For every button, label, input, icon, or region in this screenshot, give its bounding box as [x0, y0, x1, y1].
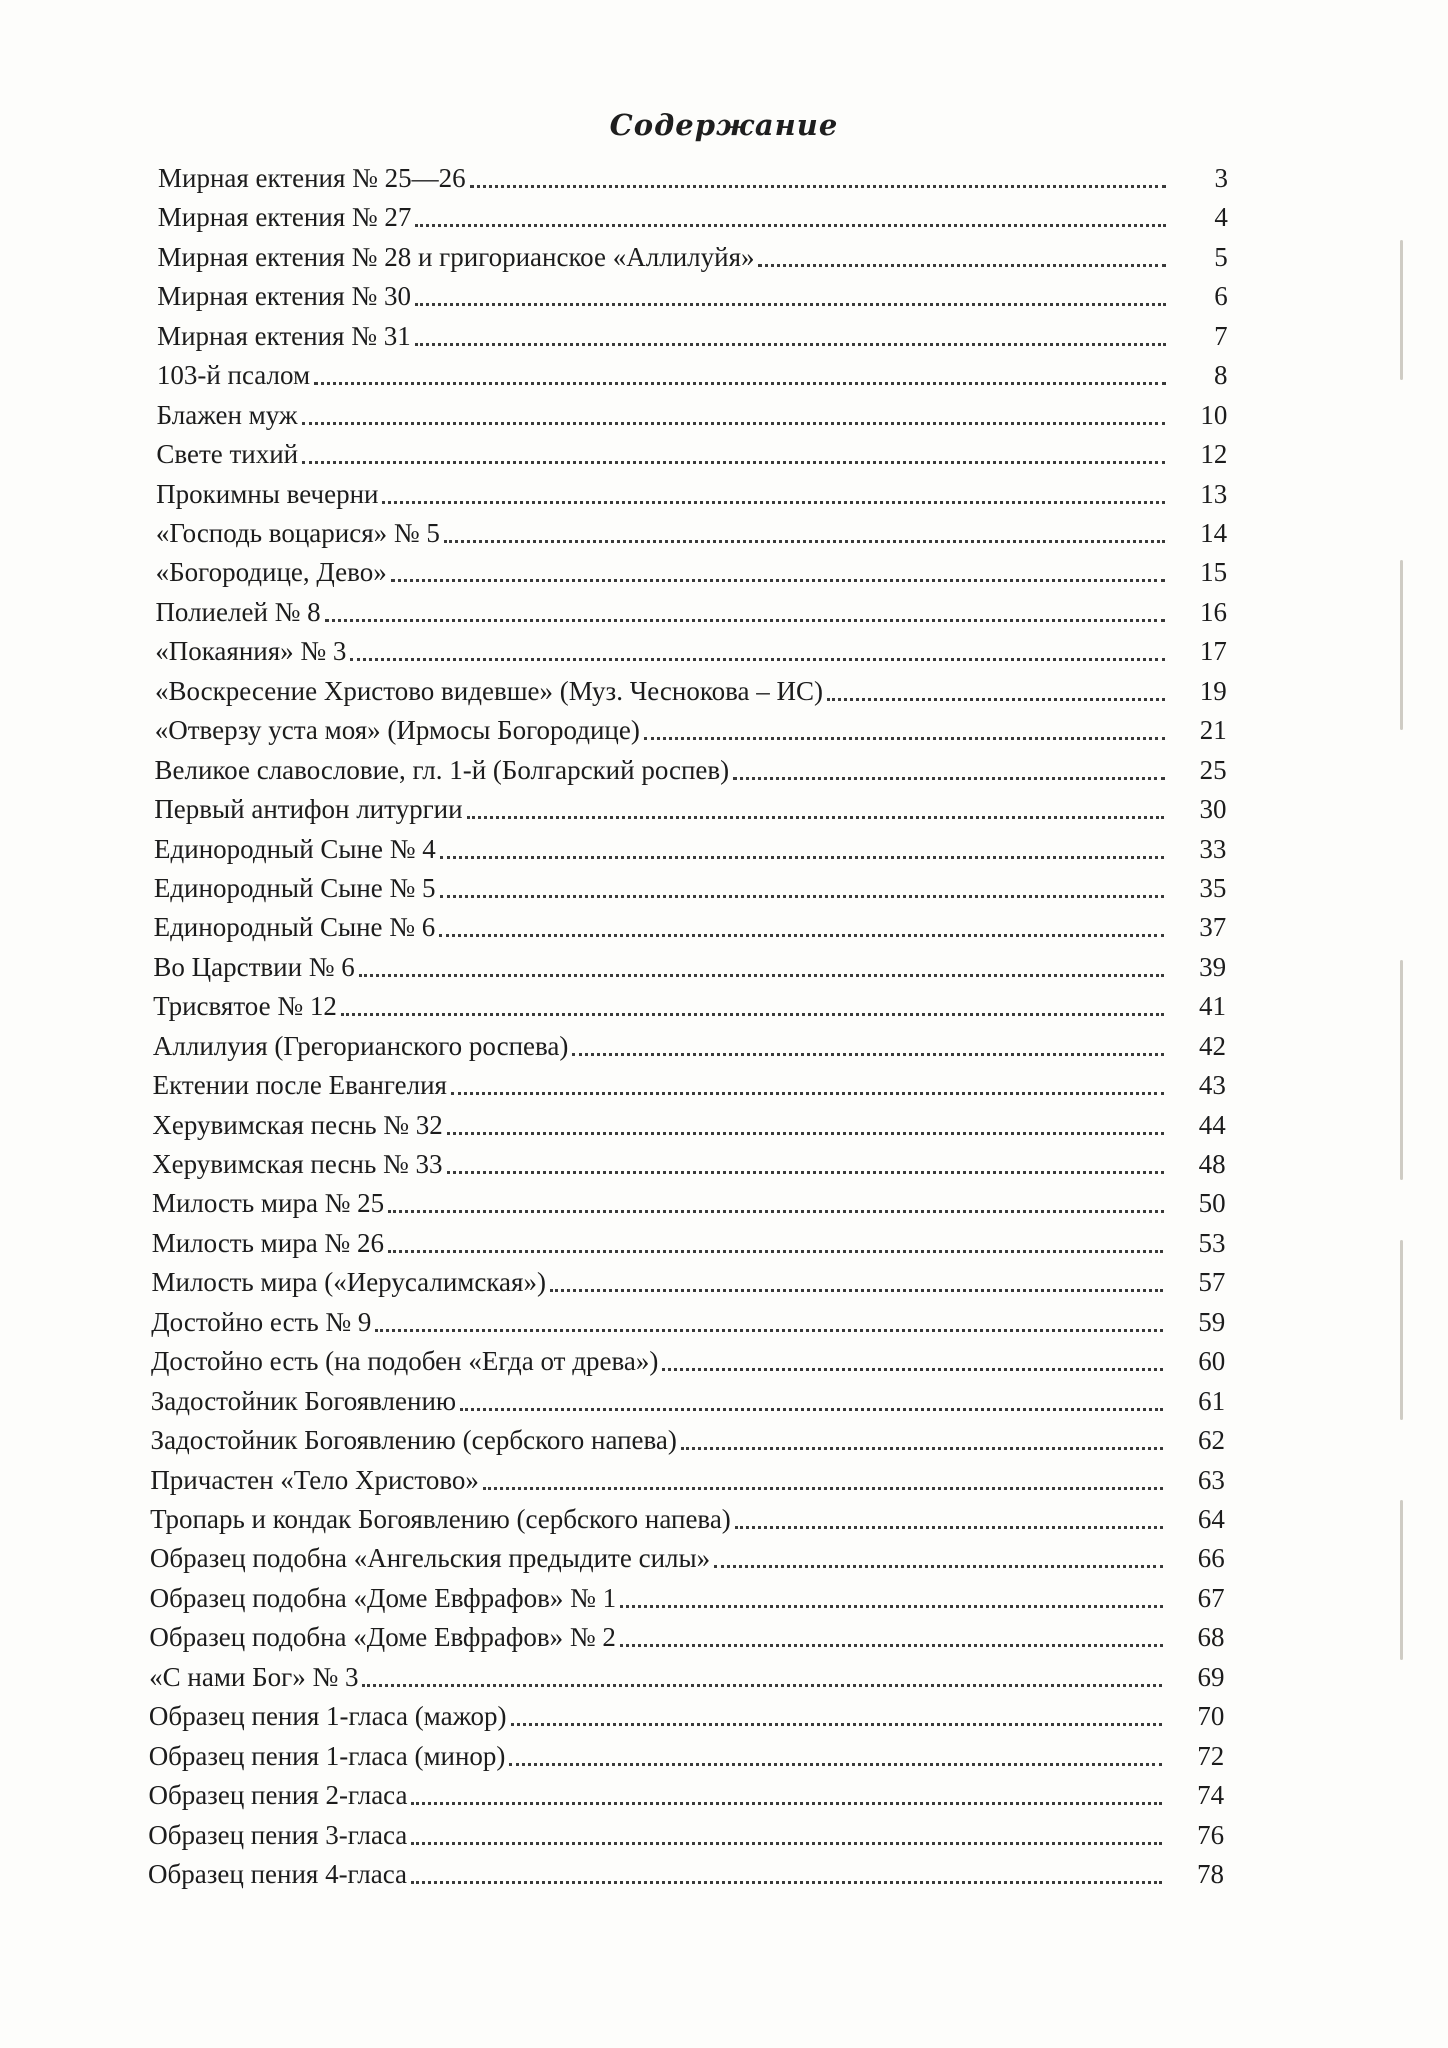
toc-entry	[152, 1107, 1225, 1143]
toc-entry-title: Полиелей № 8	[155, 596, 321, 627]
toc-entry	[148, 1817, 1224, 1853]
toc-entry-page-number: 3	[1214, 163, 1228, 193]
toc-entry	[157, 318, 1228, 354]
toc-entry-title: Единородный Сыне № 5	[153, 872, 436, 903]
toc-entry	[150, 1540, 1225, 1576]
dot-leader	[440, 856, 1165, 859]
toc-entry-page-number: 8	[1214, 360, 1228, 391]
toc-entry-page-number: 78	[1197, 1859, 1224, 1889]
toc-entry-title: Образец пения 2-гласа	[148, 1780, 408, 1811]
dot-leader	[620, 1644, 1163, 1647]
toc-entry	[154, 791, 1226, 827]
toc-entry-title: Образец пения 1-гласа (мажор)	[148, 1701, 507, 1732]
toc-entry-title: Блажен муж	[156, 399, 298, 430]
dot-leader	[388, 1210, 1163, 1213]
toc-entry	[155, 594, 1227, 630]
dot-leader	[827, 698, 1165, 701]
toc-entry-title: Образец пения 1-гласа (минор)	[148, 1740, 506, 1771]
dot-leader	[460, 1408, 1163, 1411]
toc-entry-page-number: 13	[1200, 478, 1228, 509]
toc-entry-page-number: 12	[1200, 439, 1228, 470]
toc-entry-title: Образец подобна «Доме Евфрафов» № 1	[149, 1582, 617, 1613]
toc-entry-title: 103-й псалом	[156, 360, 311, 391]
toc-entry	[152, 1146, 1225, 1182]
toc-entry-page-number: 70	[1197, 1701, 1225, 1732]
toc-entry-page-number: 72	[1197, 1740, 1225, 1771]
toc-entry	[151, 1422, 1225, 1458]
toc-entry	[155, 633, 1227, 669]
toc-entry-page-number: 4	[1214, 202, 1228, 233]
toc-entry	[151, 1343, 1225, 1379]
toc-entry	[157, 357, 1228, 393]
toc-entry-page-number: 61	[1198, 1385, 1226, 1416]
toc-entry-title: Достойно есть (на подобен «Егда от древа»)	[151, 1346, 659, 1377]
toc-entry	[157, 278, 1227, 314]
toc-entry-page-number: 42	[1198, 1030, 1226, 1061]
dot-leader	[620, 1605, 1163, 1608]
toc-entry-page-number: 43	[1198, 1070, 1226, 1101]
toc-entry-page-number: 59	[1198, 1306, 1226, 1337]
toc-entry-title: «Покаяния» № 3	[155, 636, 347, 667]
toc-entry-title: Милость мира № 26	[151, 1227, 384, 1258]
toc-entry-title: Во Царствии № 6	[153, 951, 355, 982]
toc-entry-page-number: 10	[1200, 399, 1228, 430]
dot-leader	[388, 1250, 1164, 1253]
toc-entry-page-number: 60	[1198, 1346, 1226, 1377]
toc-entry-title: Тропарь и кондак Богоявлению (сербского напева)	[150, 1504, 731, 1535]
toc-entry	[154, 870, 1227, 906]
toc-entry-title: Мирная ектения № 31	[157, 320, 411, 351]
dot-leader	[302, 461, 1165, 464]
dot-leader	[572, 1053, 1164, 1056]
dot-leader	[550, 1289, 1163, 1292]
toc-entry-page-number: 5	[1214, 241, 1228, 272]
toc-entry-page-number: 66	[1197, 1543, 1225, 1574]
dot-leader	[411, 1802, 1162, 1805]
toc-entry-title: Свете тихий	[156, 439, 299, 470]
toc-entry-title: Задостойник Богоявлению	[150, 1385, 457, 1416]
toc-entry	[151, 1264, 1225, 1300]
toc-entry-page-number: 74	[1197, 1780, 1225, 1811]
toc-entry	[155, 752, 1227, 788]
dot-leader	[391, 579, 1165, 582]
toc-entry	[153, 1067, 1226, 1103]
toc-entry-page-number: 21	[1199, 715, 1227, 746]
toc-entry	[149, 1738, 1225, 1774]
dot-leader	[302, 422, 1166, 425]
dot-leader	[733, 777, 1164, 780]
toc-entry-title: «С нами Бог» № 3	[149, 1661, 359, 1692]
dot-leader	[341, 1013, 1164, 1016]
dot-leader	[714, 1565, 1163, 1568]
dot-leader	[415, 303, 1166, 306]
dot-leader	[411, 1842, 1162, 1845]
toc-entry-page-number: 67	[1197, 1582, 1225, 1613]
toc-entry-page-number: 63	[1197, 1464, 1225, 1495]
toc-entry	[151, 1304, 1225, 1340]
toc-entry-title: «Воскресение Христово видевше» (Муз. Чеснокова – ИС)	[154, 675, 823, 706]
toc-entry	[156, 436, 1227, 472]
toc-entry	[154, 909, 1227, 945]
dot-leader	[735, 1526, 1163, 1529]
toc-entry	[158, 239, 1228, 275]
dot-leader	[382, 501, 1165, 504]
toc-entry	[158, 160, 1228, 196]
toc-entry-page-number: 35	[1199, 872, 1227, 903]
toc-entry-page-number: 41	[1199, 991, 1227, 1022]
toc-entry-title: Единородный Сыне № 6	[153, 912, 436, 943]
toc-entry-title: Образец подобна «Ангельския предыдите силы»	[149, 1543, 711, 1574]
toc-entry-title: Херувимская песнь № 32	[152, 1109, 443, 1140]
toc-entry-title: «Господь воцарися» № 5	[155, 517, 440, 548]
toc-entry-page-number: 64	[1197, 1504, 1225, 1535]
toc-entry-title: Образец пения 4-гласа	[148, 1859, 408, 1889]
toc-entry-page-number: 19	[1199, 675, 1227, 706]
dot-leader	[375, 1329, 1163, 1332]
toc-entry-page-number: 7	[1214, 320, 1228, 351]
toc-entry	[152, 1185, 1226, 1221]
dot-leader	[681, 1447, 1163, 1450]
toc-entry	[153, 988, 1226, 1024]
toc-entry-title: Мирная ектения № 28 и григорианское «Аллилуйя»	[157, 241, 755, 272]
toc-entry	[150, 1462, 1225, 1498]
dot-leader	[470, 185, 1166, 188]
dot-leader	[467, 816, 1165, 819]
toc-entry-title: Достойно есть № 9	[151, 1306, 372, 1337]
toc-entry-page-number: 48	[1198, 1149, 1226, 1180]
toc-entry	[148, 1777, 1224, 1813]
toc-entry-title: «Отверзу уста моя» (Ирмосы Богородице)	[154, 715, 640, 746]
dot-leader	[447, 1132, 1164, 1135]
dot-leader	[511, 1723, 1163, 1726]
toc-entry-title: Аллилуия (Грегорианского роспева)	[152, 1030, 569, 1061]
toc-entry-page-number: 25	[1199, 754, 1227, 785]
toc-entry	[149, 1698, 1224, 1734]
toc-entry	[152, 1225, 1226, 1261]
toc-entry-page-number: 53	[1198, 1227, 1226, 1258]
toc-entry-title: Прокимны вечерни	[156, 478, 379, 509]
toc-entry-page-number: 30	[1199, 794, 1227, 825]
dot-leader	[314, 382, 1165, 385]
toc-entry-page-number: 57	[1198, 1267, 1226, 1298]
toc-entry	[156, 554, 1227, 590]
dot-leader	[758, 264, 1165, 267]
toc-entry-page-number: 17	[1199, 636, 1227, 667]
toc-entry-page-number: 62	[1198, 1425, 1225, 1456]
toc-entry-title: Трисвятое № 12	[153, 991, 337, 1022]
dot-leader	[644, 737, 1165, 740]
dot-leader	[359, 974, 1164, 977]
dot-leader	[451, 1092, 1164, 1095]
contents-heading: Содержание	[609, 108, 839, 142]
toc-entry-title: Великое славословие, гл. 1-й (Болгарский роспев)	[154, 754, 730, 785]
toc-entry-page-number: 39	[1199, 951, 1227, 982]
dot-leader	[447, 1171, 1164, 1174]
toc-entry-page-number: 16	[1199, 596, 1227, 627]
toc-entry	[150, 1501, 1225, 1537]
dot-leader	[415, 343, 1166, 346]
toc-entry	[154, 831, 1226, 867]
dot-leader	[662, 1368, 1163, 1371]
dot-leader	[411, 1881, 1162, 1884]
toc-entry	[149, 1659, 1224, 1695]
toc-entry-page-number: 68	[1197, 1622, 1225, 1653]
toc-entry-title: Задостойник Богоявлению (сербского напева)	[150, 1425, 677, 1456]
dot-leader	[509, 1763, 1162, 1766]
toc-entry-page-number: 37	[1199, 912, 1227, 943]
toc-entry-title: Образец подобна «Доме Евфрафов» № 2	[149, 1622, 616, 1653]
dot-leader	[415, 224, 1165, 227]
toc-entry-title: Образец пения 3-гласа	[148, 1819, 408, 1850]
toc-entry-page-number: 6	[1214, 281, 1228, 312]
toc-entry	[158, 199, 1228, 235]
toc-entry-title: «Богородице, Дево»	[155, 557, 387, 588]
toc-entry	[156, 476, 1227, 512]
dot-leader	[444, 540, 1165, 543]
toc-entry	[150, 1580, 1225, 1616]
toc-entry-title: Единородный Сыне № 4	[154, 833, 436, 864]
toc-entry	[155, 712, 1227, 748]
toc-entry-title: Ектении после Евангелия	[152, 1070, 447, 1101]
toc-entry-title: Мирная ектения № 25—26	[158, 163, 466, 193]
toc-entry	[148, 1856, 1224, 1892]
toc-entry	[157, 397, 1228, 433]
dot-leader	[440, 895, 1165, 898]
toc-entry	[149, 1619, 1224, 1655]
toc-entry-page-number: 33	[1199, 833, 1227, 864]
dot-leader	[362, 1684, 1162, 1687]
toc-entry	[153, 949, 1226, 985]
toc-entry-title: Мирная ектения № 30	[157, 281, 411, 312]
toc-entry-title: Херувимская песнь № 33	[152, 1149, 443, 1180]
toc-entry-page-number: 76	[1197, 1819, 1225, 1850]
dot-leader	[350, 658, 1164, 661]
toc-entry-page-number: 50	[1198, 1188, 1226, 1219]
dot-leader	[439, 934, 1164, 937]
toc-entry	[151, 1383, 1225, 1419]
toc-entry-title: Мирная ектения № 27	[157, 202, 412, 233]
toc-entry-title: Первый антифон литургии	[154, 794, 463, 825]
toc-entry-page-number: 15	[1200, 557, 1228, 588]
dot-leader	[483, 1487, 1163, 1490]
toc-entry	[153, 1028, 1226, 1064]
toc-entry-title: Причастен «Тело Христово»	[150, 1464, 479, 1495]
toc-entry-page-number: 14	[1200, 517, 1228, 548]
toc-entry-title: Милость мира («Иерусалимская»)	[151, 1267, 546, 1298]
toc-entry	[156, 515, 1227, 551]
toc-entry-page-number: 69	[1197, 1661, 1225, 1692]
dot-leader	[325, 619, 1165, 622]
toc-entry	[155, 673, 1227, 709]
toc-entry-title: Милость мира № 25	[151, 1188, 385, 1219]
toc-entry-page-number: 44	[1198, 1109, 1226, 1140]
